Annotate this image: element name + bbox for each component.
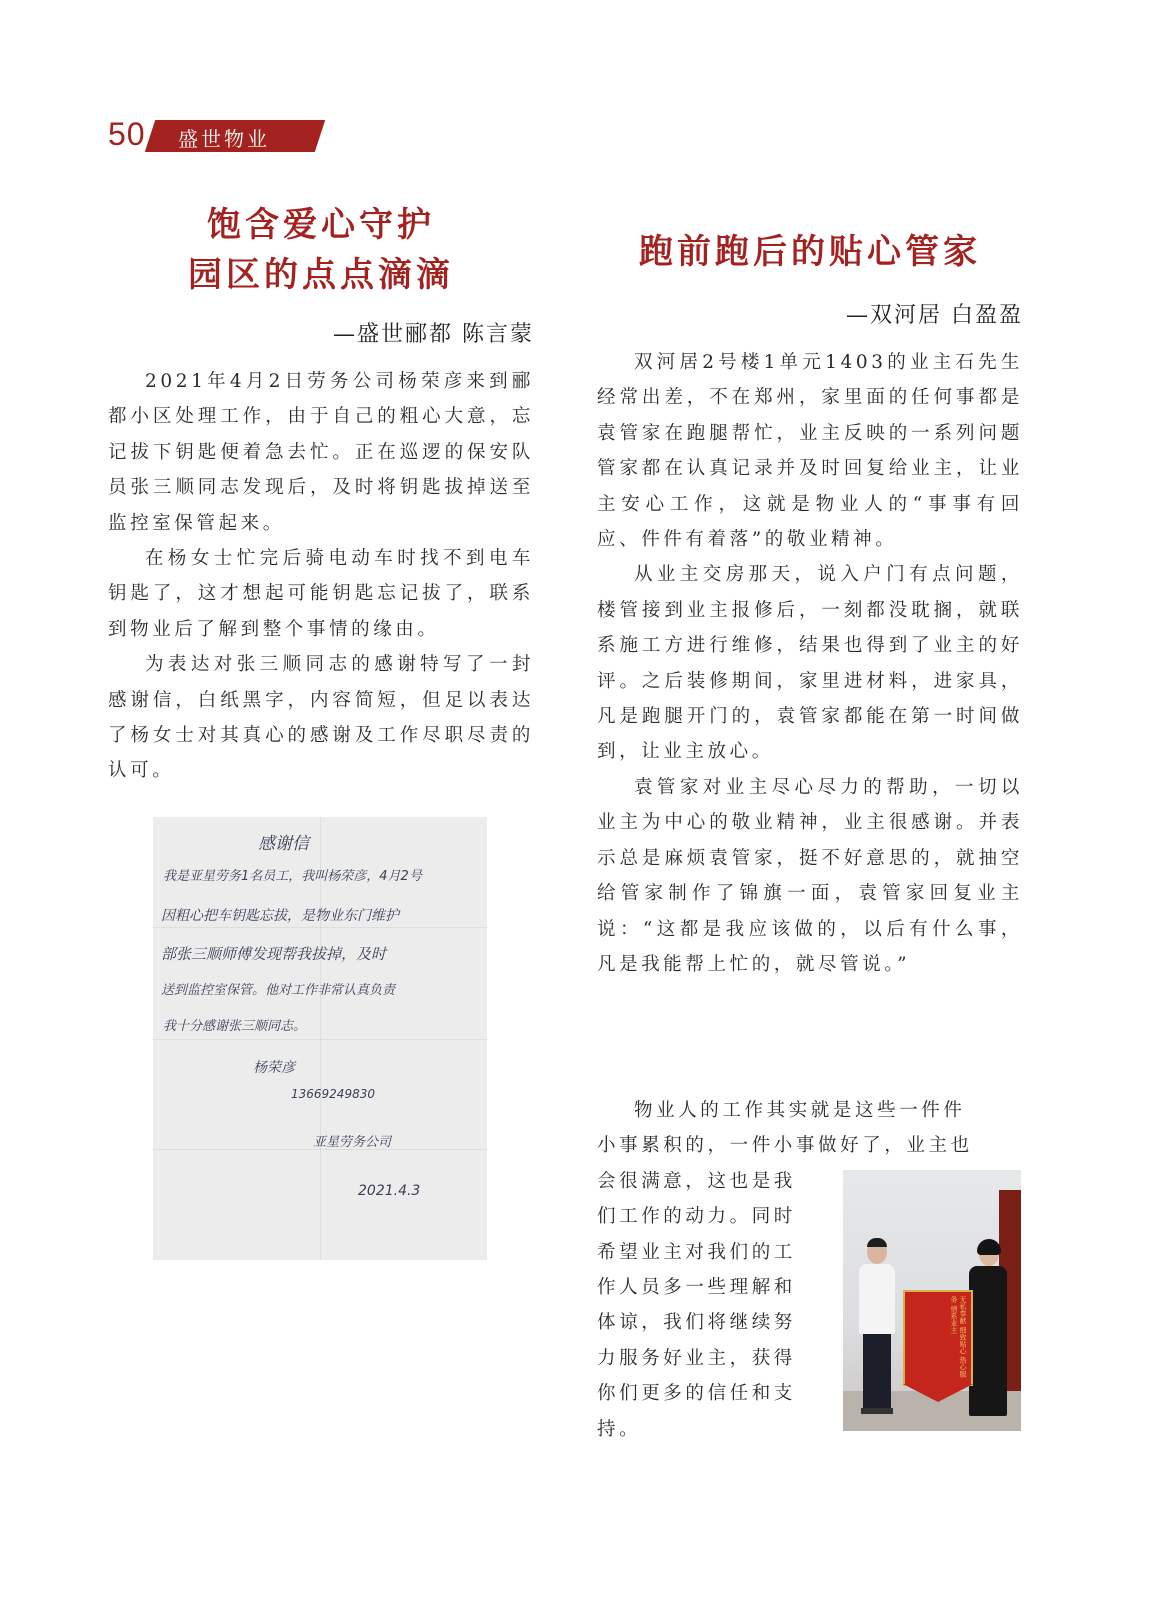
- letter-signature: 杨荣彦: [253, 1060, 295, 1076]
- pennant-banner: [903, 1290, 973, 1386]
- right-paragraph-1: 双河居2号楼1单元1403的业主石先生经常出差，不在郑州，家里面的任何事都是袁管家在跑腿帮忙，业主反映的一系列问题管家都在认真记录并及时回复给业主，让业主安心工作，这就是物业人的“事事有回应、件件有着落”的敬业精神。: [597, 352, 1023, 551]
- letter-line-5: 我十分感谢张三顺同志。: [163, 1019, 307, 1034]
- left-article-title: [108, 200, 534, 300]
- letter-title: 感谢信: [258, 834, 309, 854]
- right-p4-line: 持。: [597, 1418, 642, 1440]
- left-article-author: —盛世郦都 陈言蒙: [333, 322, 534, 347]
- letter-date: 2021.4.3: [358, 1183, 421, 1199]
- right-p4-line: 物业人的工作其实就是这些一件件: [634, 1100, 966, 1121]
- left-title-line-1: 饱含爱心守护: [207, 205, 435, 245]
- right-p4-line: 们工作的动力。同时: [597, 1206, 796, 1228]
- right-p4-line: 力服务好业主，获得: [597, 1347, 796, 1369]
- left-title-line-2: 园区的点点滴滴: [188, 255, 454, 295]
- pennant-photo: [843, 1170, 1021, 1431]
- thank-you-letter-photo: [153, 817, 487, 1260]
- letter-company: 亚星劳务公司: [313, 1135, 392, 1150]
- right-p4-line: 体谅，我们将继续努: [597, 1312, 796, 1334]
- right-article-title: 跑前跑后的贴心管家: [639, 232, 981, 272]
- pennant-tip: [903, 1384, 973, 1402]
- pennant-text: 无私奉献 细致贴心 热心服务 情系业主: [950, 1296, 967, 1378]
- letter-line-3: 部张三顺师傅发现帮我拔掉，及时: [161, 945, 387, 963]
- right-p4-line: 你们更多的信任和支: [597, 1383, 796, 1405]
- right-article: [597, 200, 1023, 982]
- page-number: 50: [108, 116, 146, 152]
- right-p4-line: 会很满意，这也是我: [597, 1170, 796, 1192]
- right-p4-line: 希望业主对我们的工: [597, 1241, 796, 1263]
- letter-line-2: 因粗心把车钥匙忘拔，是物业东门维护: [161, 908, 399, 924]
- person-right: [967, 1242, 1009, 1422]
- right-p4-line: 小事累积的，一件小事做好了，业主也: [597, 1135, 973, 1157]
- left-paragraph-3: 为表达对张三顺同志的感谢特写了一封感谢信，白纸黑字，内容简短，但足以表达了杨女士对其真心的感谢及工作尽职尽责的认可。: [108, 654, 534, 782]
- section-title: 盛世物业: [178, 127, 270, 151]
- right-paragraph-2: 从业主交房那天，说入户门有点问题，楼管接到业主报修后，一刻都没耽搁，就联系施工方进行维修，结果也得到了业主的好评。之后装修期间，家里进材料，进家具，凡是跑腿开门的，袁管家都能在第一时间做到，让业主放心。: [597, 564, 1023, 763]
- right-article-author: —双河居 白盈盈: [846, 303, 1023, 328]
- left-article: [108, 200, 534, 789]
- right-paragraph-3: 袁管家对业主尽心尽力的帮助，一切以业主为中心的敬业精神，业主很感谢。并表示总是麻烦袁管家，挺不好意思的，就抽空给管家制作了锦旗一面，袁管家回复业主说：“这都是我应该做的，以后有什么事，凡是我能帮上忙的，就尽管说。”: [597, 776, 1023, 975]
- letter-phone: 13669249830: [291, 1087, 375, 1101]
- letter-line-4: 送到监控室保管。他对工作非常认真负责: [161, 983, 396, 998]
- letter-line-1: 我是亚星劳务1名员工，我叫杨荣彦，4月2号: [163, 869, 422, 884]
- right-p4-line: 作人员多一些理解和: [597, 1277, 796, 1299]
- left-paragraph-1: 2021年4月2日劳务公司杨荣彦来到郦都小区处理工作，由于自己的粗心大意，忘记拔下钥匙便着急去忙。正在巡逻的保安队员张三顺同志发现后，及时将钥匙拔掉送至监控室保管起来。: [108, 371, 534, 534]
- person-left: [857, 1240, 897, 1420]
- left-paragraph-2: 在杨女士忙完后骑电动车时找不到电车钥匙了，这才想起可能钥匙忘记拔了，联系到物业后了解到整个事情的缘由。: [108, 548, 534, 640]
